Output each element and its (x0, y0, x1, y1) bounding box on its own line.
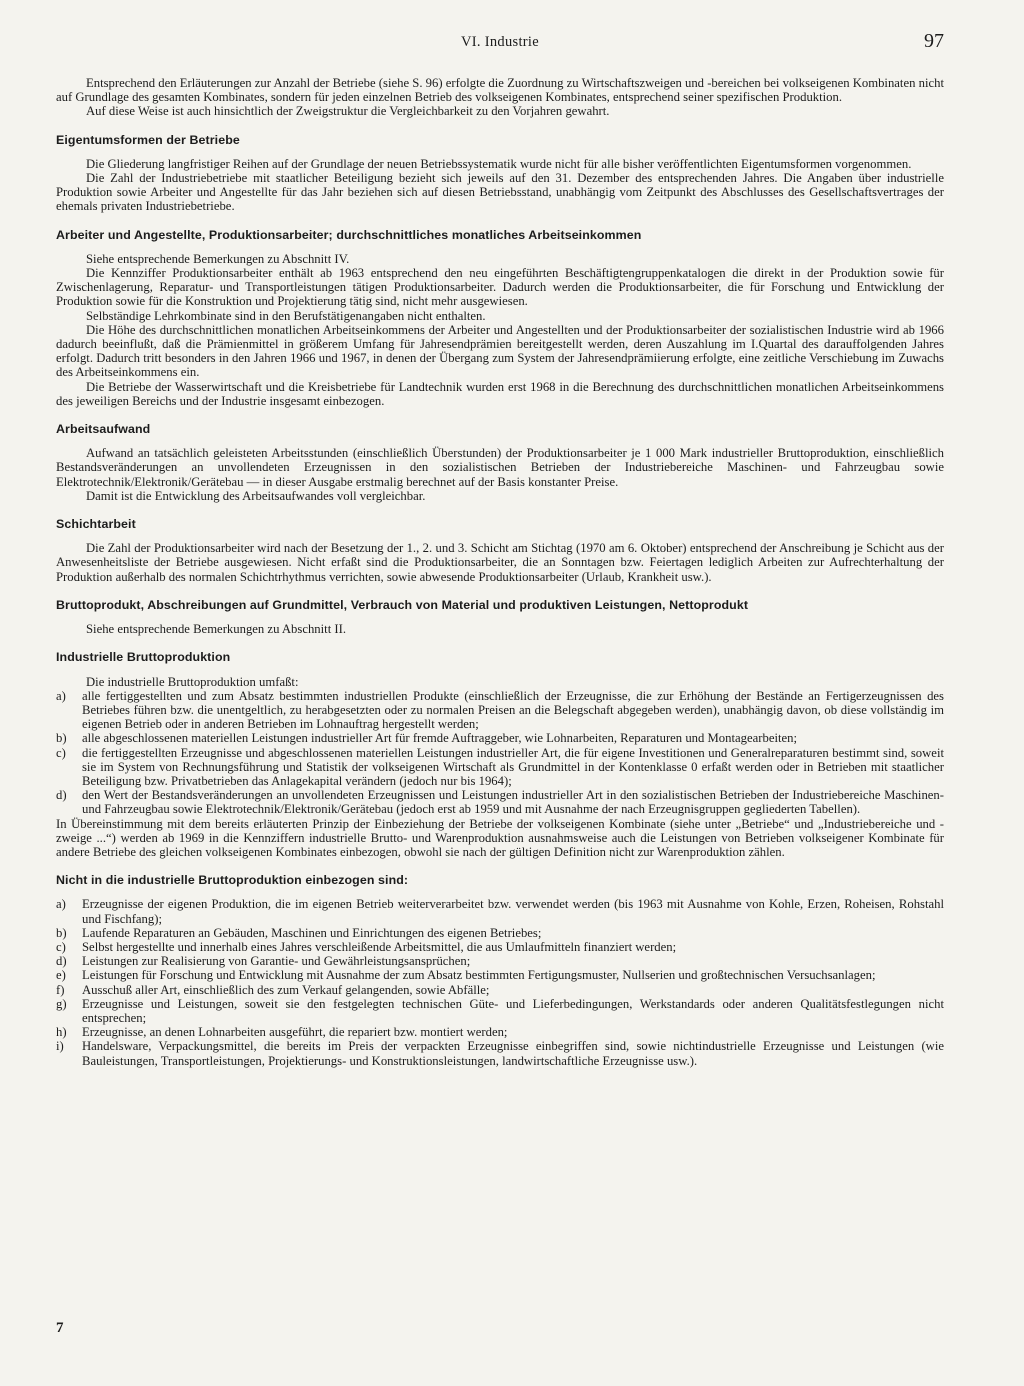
paragraph: Die Betriebe der Wasserwirtschaft und die Kreisbetriebe für Landtechnik wurden erst 1968 in die Berechnung des durchschnittlichen monatlichen Arbeitseinkommens des jeweiligen Bereichs und der Industrie insgesamt einbezogen. (56, 379, 944, 408)
paragraph: Die Zahl der Produktionsarbeiter wird nach der Besetzung der 1., 2. und 3. Schicht am Stichtag (1970 am 6. Oktober) entsprechend der Anschreibung je Schicht aus der Anwesenheitsliste der Betriebe ausgewiesen. Nicht erfaßt sind die Produktionsarbeiter, die an Sonntagen bzw. Feiertagen lediglich Arbeiten zur Aufrechterhaltung der Produktion außerhalb des normalen Schichtrhythmus verrichten, sowie abwesende Produktionsarbeiter (Urlaub, Krankheit usw.). (56, 541, 944, 584)
list-item-text: Laufende Reparaturen an Gebäuden, Maschinen und Einrichtungen des eigenen Betriebes; (82, 925, 542, 940)
page-header (56, 30, 944, 54)
section-heading-nicht-einbezogen: Nicht in die industrielle Bruttoproduktion einbezogen sind: (56, 873, 409, 888)
list-item (56, 897, 944, 925)
list-item (56, 997, 944, 1025)
list-marker: d) (56, 954, 67, 969)
list-item-text: Handelsware, Verpackungsmittel, die bereits im Preis der verpackten Erzeugnisse einbegriffen sind, sowie nichtindustrielle Erzeugnisse und Leistungen (wie Bauleistungen, Transportleistungen, Projektierungs- und Konstruktionsleistungen, landwirtschaftliche Erzeugnisse usw.). (82, 1039, 944, 1068)
list-item (56, 1025, 944, 1039)
intro-paragraph: Entsprechend den Erläuterungen zur Anzahl der Betriebe (siehe S. 96) erfolgte die Zuordnung zu Wirtschaftszweigen und -bereichen bei volkseigenen Kombinaten nicht auf Grundlage des gesamten Kombinates, sondern für jeden einzelnen Betrieb des volkseigenen Kombinates, entsprechend seiner spezifischen Produktion. (56, 76, 944, 105)
list-item (56, 731, 944, 745)
section-heading-arbeitsaufwand: Arbeitsaufwand (56, 422, 151, 437)
list-marker: g) (56, 996, 67, 1011)
list-item-text: Selbst hergestellte und innerhalb eines Jahres verschleißende Arbeitsmittel, die aus Umlaufmitteln finanziert werden; (82, 939, 677, 954)
list-item (56, 968, 944, 982)
list-item-text: Leistungen zur Realisierung von Garantie- und Gewährleistungsansprüchen; (82, 954, 471, 969)
list-item (56, 926, 944, 940)
section-heading-arbeiter-angestellte: Arbeiter und Angestellte, Produktionsarbeiter; durchschnittliches monatliches Arbeitseinkommen (56, 227, 642, 242)
list-marker: d) (56, 788, 67, 803)
list-item (56, 940, 944, 954)
paragraph: Aufwand an tatsächlich geleisteten Arbeitsstunden (einschließlich Überstunden) der Produktionsarbeiter je 1 000 Mark industrieller Bruttoproduktion, einschließlich Bestandsveränderungen an unvollendeten Erzeugnissen in den sozialistischen Betrieben der Industriebereiche Maschinen- und Fahrzeugbau sowie Elektrotechnik/Elektronik/Gerätebau — in dieser Ausgabe erstmalig berechnet auf der Basis konstanter Preise. (56, 446, 944, 489)
list-marker: h) (56, 1025, 67, 1040)
section-heading-schichtarbeit: Schichtarbeit (56, 517, 136, 532)
page-body (56, 76, 944, 1068)
closing-paragraph: In Übereinstimmung mit dem bereits erläuterten Prinzip der Einbeziehung der Betriebe der volkseigenen Kombinate (siehe unter „Betriebe“ und „Industriebereiche und -zweige ...“) werden ab 1969 in die Kennziffern industrielle Brutto- und Warenproduktion ausnahmsweise auch die Leistungen von Betrieben volkseigener Kombinate für andere Betriebe des gleichen volkseigenen Kombinates einbezogen, obwohl sie nach der gültigen Definition nicht zur Warenproduktion zählen. (56, 816, 944, 859)
list-item (56, 983, 944, 997)
page-number: 97 (924, 30, 944, 52)
list-lead: Die industrielle Bruttoproduktion umfaßt: (86, 674, 299, 689)
signature-mark: 7 (56, 1320, 64, 1336)
paragraph: Damit ist die Entwicklung des Arbeitsaufwandes voll vergleichbar. (86, 488, 426, 503)
list-item-text: Erzeugnisse der eigenen Produktion, die im eigenen Betrieb weiterverarbeitet bzw. verwendet werden (bis 1963 mit Ausnahme von Kohle, Erzen, Roheisen, Rohstahl und Fischfang); (82, 897, 944, 926)
list-marker: f) (56, 982, 65, 997)
paragraph: Siehe entsprechende Bemerkungen zu Abschnitt II. (86, 622, 347, 637)
list-item-text: Leistungen für Forschung und Entwicklung mit Ausnahme der zum Absatz bestimmten Fertigungsmuster, Nullserien und großtechnischen Versuchsanlagen; (82, 968, 876, 983)
list-marker: b) (56, 731, 67, 746)
list-item-text: Erzeugnisse und Leistungen, soweit sie den festgelegten technischen Güte- und Lieferbedingungen, Werkstandards oder anderen Qualitätsfestlegungen nicht entsprechen; (82, 996, 944, 1025)
inclusion-list (56, 689, 944, 817)
list-marker: a) (56, 688, 66, 703)
paragraph: Die Gliederung langfristiger Reihen auf der Grundlage der neuen Betriebssystematik wurde nicht für alle bisher veröffentlichten Eigentumsformen vorgenommen. (86, 156, 912, 171)
paragraph: Die Höhe des durchschnittlichen monatlichen Arbeitseinkommens der Arbeiter und Angestellten und der Produktionsarbeiter der sozialistischen Industrie wird ab 1966 dadurch beeinflußt, daß die Prämienmittel in größerem Umfang für Jahresendprämien bereitgestellt werden, deren Auszahlung im I.Quartal des darauffolgenden Jahres erfolgt. Dadurch tritt besonders in den Jahren 1966 und 1967, in denen der Übergang zum System der Jahresendprämiierung erfolgte, eine zeitliche Verschiebung im Zuwachs des Arbeitseinkommens ein. (56, 322, 944, 380)
paragraph: Selbständige Lehrkombinate sind in den Berufstätigenangaben nicht enthalten. (86, 308, 486, 323)
list-item-text: alle fertiggestellten und zum Absatz bestimmten industriellen Produkte (einschließlich der Erzeugnisse, die zur Erhöhung der Bestände an Fertigerzeugnissen des Betriebes führen bzw. die unentgeltlich, zu herabgesetzten oder zu normalen Preisen an die Belegschaft abgegeben werden), unabhängig davon, ob diese vollständig im eigenen Betrieb oder in anderen Betrieben im Lohnauftrag hergestellt werden; (82, 688, 944, 732)
list-marker: i) (56, 1039, 64, 1054)
paragraph: Die Kennziffer Produktionsarbeiter enthält ab 1963 entsprechend den neu eingeführten Beschäftigtengruppenkatalogen die direkt in der Produktion sowie für Zwischenlagerung, Reparatur- und Transportleistungen tätigen Produktionsarbeiter. Dadurch werden die Produktionsarbeiter, die für Forschung und Entwicklung der Produktion sowie für die Konstruktion und Projektierung tätig sind, nicht mehr ausgewiesen. (56, 266, 944, 309)
list-item (56, 746, 944, 789)
paragraph: Siehe entsprechende Bemerkungen zu Abschnitt IV. (86, 251, 350, 266)
section-heading-industrielle-bruttoproduktion: Industrielle Bruttoproduktion (56, 650, 231, 665)
list-item (56, 1039, 944, 1067)
list-item-text: den Wert der Bestandsveränderungen an unvollendeten Erzeugnissen und Leistungen industrieller Art in den sozialistischen Betrieben der Industriebereiche Maschinen- und Fahrzeugbau sowie Elektrotechnik/Elektronik/Gerätebau (jedoch erst ab 1959 und mit Ausnahme der nach Erzeugnisgruppen gegliederten Tabellen). (82, 788, 944, 817)
section-heading-bruttoprodukt: Bruttoprodukt, Abschreibungen auf Grundmittel, Verbrauch von Material und produktiven Leistungen, Nettoprodukt (56, 597, 749, 612)
list-item (56, 689, 944, 732)
list-item (56, 954, 944, 968)
paragraph: Die Zahl der Industriebetriebe mit staatlicher Beteiligung bezieht sich jeweils auf den 31. Dezember des entsprechenden Jahres. Die Angaben über industrielle Produktion sowie Arbeiter und Angestellte für das Jahr beziehen sich auf diesen Betriebsstand, unabhängig vom Zeitpunkt des Abschlusses des Gesellschaftsvertrages der ehemals privaten Industriebetriebe. (56, 171, 944, 214)
list-marker: e) (56, 968, 66, 983)
list-item-text: Ausschuß aller Art, einschließlich des zum Verkauf gelangenden, sowie Abfälle; (82, 982, 490, 997)
list-item (56, 788, 944, 816)
list-marker: c) (56, 745, 66, 760)
running-head: VI. Industrie (461, 34, 539, 50)
list-marker: c) (56, 939, 66, 954)
list-item-text: Erzeugnisse, an denen Lohnarbeiten ausgeführt, die repariert bzw. montiert werden; (82, 1025, 508, 1040)
exclusion-list (56, 897, 944, 1067)
intro-paragraph: Auf diese Weise ist auch hinsichtlich der Zweigstruktur die Vergleichbarkeit zu den Vorjahren gewahrt. (86, 104, 610, 119)
list-item-text: alle abgeschlossenen materiellen Leistungen industrieller Art für fremde Auftraggeber, wie Lohnarbeiten, Reparaturen und Montagearbeiten; (82, 731, 798, 746)
list-marker: b) (56, 925, 67, 940)
section-heading-eigentumsformen: Eigentumsformen der Betriebe (56, 132, 240, 147)
list-marker: a) (56, 897, 66, 912)
list-item-text: die fertiggestellten Erzeugnisse und abgeschlossenen materiellen Leistungen industrieller Art, die für eigene Investitionen und Generalreparaturen bestimmt sind, soweit sie im System von Rechnungsführung und Statistik der volkseigenen Wirtschaft als Grundmittel in der Kontenklasse 0 erfaßt werden oder in Betrieben mit staatlicher Beteiligung bzw. Privatbetrieben das Anlagekapital verändern (jedoch nur bis 1964); (82, 745, 944, 788)
